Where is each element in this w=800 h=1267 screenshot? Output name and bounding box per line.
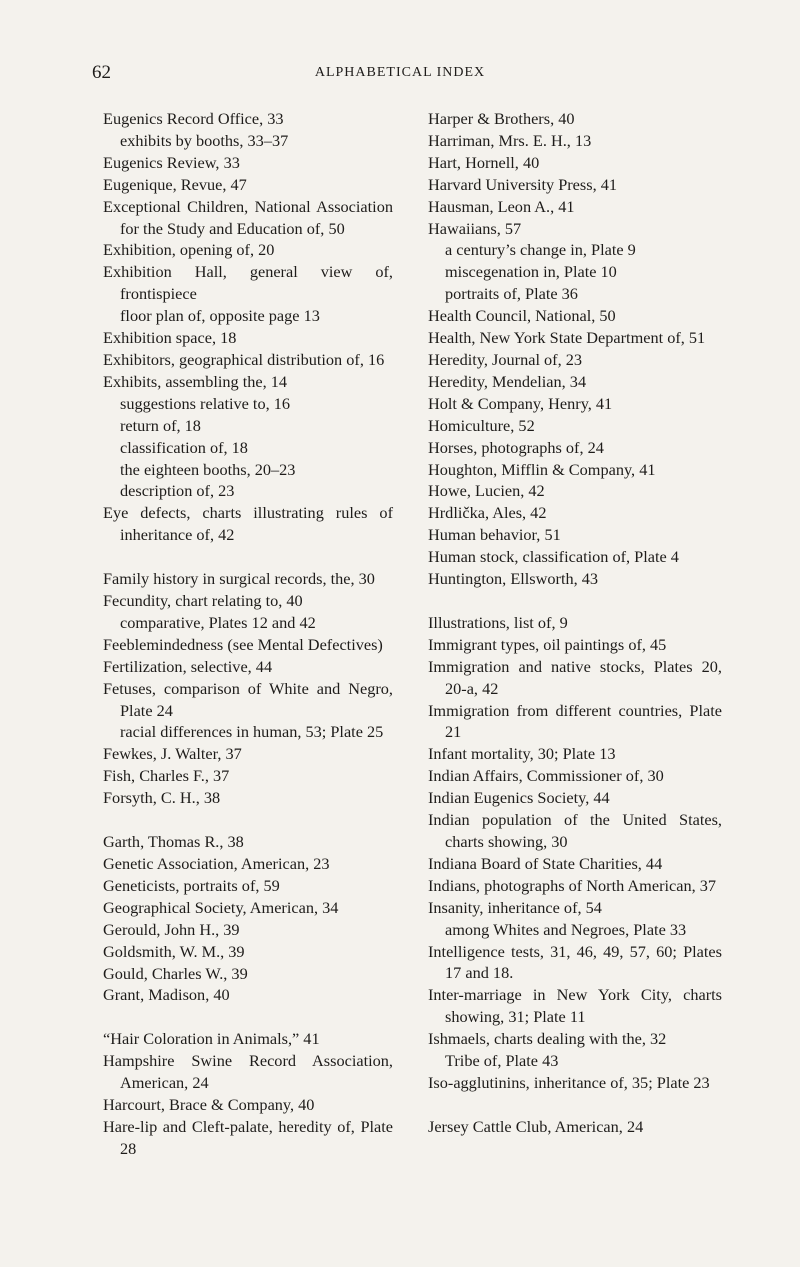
index-entry: Fecundity, chart relating to, 40	[103, 591, 303, 611]
index-entry: Exhibition, opening of, 20	[103, 240, 275, 260]
index-entry: Exhibition Hall, general view of, frontispiece	[103, 262, 393, 304]
index-entry: Immigration from different countries, Plate 21	[428, 700, 722, 742]
index-entry: Eugenique, Revue, 47	[103, 174, 247, 194]
index-entry: Human stock, classification of, Plate 4	[428, 547, 679, 567]
index-entry: Immigrant types, oil paintings of, 45	[428, 634, 667, 654]
index-entry: Insanity, inheritance of, 54	[428, 897, 602, 917]
index-entry: Exceptional Children, National Association for the Study and Education of, 50	[103, 196, 393, 238]
index-entry: Ishmaels, charts dealing with the, 32	[428, 1029, 667, 1049]
index-subentry: exhibits by booths, 33–37	[120, 130, 289, 150]
index-entry: Hampshire Swine Record Association, American, 24	[103, 1051, 393, 1093]
index-entry: Exhibition space, 18	[103, 328, 237, 348]
index-entry: Indians, photographs of North American, 37	[428, 875, 717, 895]
index-entry: Exhibits, assembling the, 14	[103, 371, 288, 391]
index-entry: Human behavior, 51	[428, 525, 561, 545]
index-entry: Hawaiians, 57	[428, 218, 522, 238]
index-entry: Inter-marriage in New York City, charts showing, 31; Plate 11	[428, 985, 722, 1027]
index-entry: Fish, Charles F., 37	[103, 766, 230, 786]
index-entry: Fertilization, selective, 44	[103, 656, 273, 676]
index-entry: Hart, Hornell, 40	[428, 152, 540, 172]
index-column-right	[428, 108, 722, 1138]
index-entry: Heredity, Mendelian, 34	[428, 371, 587, 391]
index-subentry: return of, 18	[120, 415, 201, 435]
index-entry: Geographical Society, American, 34	[103, 897, 339, 917]
page-header	[92, 62, 708, 86]
index-entry: Forsyth, C. H., 38	[103, 788, 221, 808]
index-entry: Hare-lip and Cleft-palate, heredity of, Plate 28	[103, 1116, 393, 1158]
index-entry: Eye defects, charts illustrating rules of inheritance of, 42	[103, 503, 393, 545]
index-entry: Heredity, Journal of, 23	[428, 349, 583, 369]
index-entry: Goldsmith, W. M., 39	[103, 941, 245, 961]
index-entry: Illustrations, list of, 9	[428, 612, 568, 632]
index-subentry: portraits of, Plate 36	[445, 284, 578, 304]
index-entry: Jersey Cattle Club, American, 24	[428, 1116, 644, 1136]
index-entry: Indian Affairs, Commissioner of, 30	[428, 766, 664, 786]
index-subentry: racial differences in human, 53; Plate 25	[120, 722, 384, 742]
index-entry: Fetuses, comparison of White and Negro, Plate 24	[103, 678, 393, 720]
index-column-left	[103, 108, 393, 1160]
index-entry: Genetic Association, American, 23	[103, 854, 330, 873]
index-entry: Indian Eugenics Society, 44	[428, 788, 610, 808]
index-entry: Hausman, Leon A., 41	[428, 196, 575, 216]
index-entry: Eugenics Review, 33	[103, 152, 240, 172]
index-entry: Horses, photographs of, 24	[428, 437, 604, 457]
index-entry: Eugenics Record Office, 33	[103, 109, 284, 128]
index-entry: Indian population of the United States, charts showing, 30	[428, 810, 722, 851]
index-subentry: the eighteen booths, 20–23	[120, 459, 296, 479]
index-entry: Harvard University Press, 41	[428, 174, 618, 194]
index-entry: Health, New York State Department of, 51	[428, 328, 706, 348]
index-entry: Exhibitors, geographical distribution of, 16	[103, 349, 385, 369]
index-subentry: classification of, 18	[120, 437, 248, 457]
index-entry: Howe, Lucien, 42	[428, 481, 545, 501]
index-subentry: among Whites and Negroes, Plate 33	[445, 919, 687, 939]
index-entry: Health Council, National, 50	[428, 306, 616, 326]
index-entry: Hrdlička, Ales, 42	[428, 503, 547, 523]
index-entry: Gerould, John H., 39	[103, 919, 240, 939]
index-entry: Holt & Company, Henry, 41	[428, 393, 613, 413]
index-entry: Grant, Madison, 40	[103, 985, 230, 1005]
index-subentry: a century’s change in, Plate 9	[445, 240, 636, 260]
index-subentry: comparative, Plates 12 and 42	[120, 612, 316, 632]
index-entry: Indiana Board of State Charities, 44	[428, 853, 663, 873]
index-entry: Feeblemindedness (see Mental Defectives)	[103, 634, 383, 654]
index-entry: Garth, Thomas R., 38	[103, 832, 244, 852]
index-subentry: Tribe of, Plate 43	[445, 1051, 559, 1071]
index-entry: Harper & Brothers, 40	[428, 109, 575, 128]
index-entry: Huntington, Ellsworth, 43	[428, 569, 599, 589]
running-title: ALPHABETICAL INDEX	[314, 65, 486, 80]
index-entry: Immigration and native stocks, Plates 20, 20-a, 42	[428, 656, 722, 698]
index-subentry: floor plan of, opposite page 13	[120, 306, 320, 326]
index-entry: Family history in surgical records, the, 30	[103, 569, 375, 589]
index-entry: Iso-agglutinins, inheritance of, 35; Plate 23	[428, 1072, 710, 1092]
index-entry: Gould, Charles W., 39	[103, 963, 248, 983]
index-entry: Intelligence tests, 31, 46, 49, 57, 60; Plates 17 and 18.	[428, 941, 722, 983]
index-entry: Houghton, Mifflin & Company, 41	[428, 459, 656, 479]
index-entry: Homiculture, 52	[428, 415, 535, 435]
index-entry: Infant mortality, 30; Plate 13	[428, 744, 616, 764]
index-entry: Fewkes, J. Walter, 37	[103, 744, 242, 764]
index-subentry: suggestions relative to, 16	[120, 393, 291, 413]
index-entry: Harcourt, Brace & Company, 40	[103, 1095, 315, 1115]
index-subentry: description of, 23	[120, 481, 235, 501]
index-entry: “Hair Coloration in Animals,” 41	[103, 1029, 320, 1049]
page-number: 62	[92, 62, 111, 83]
index-subentry: miscegenation in, Plate 10	[445, 262, 617, 282]
index-entry: Geneticists, portraits of, 59	[103, 875, 280, 895]
index-entry: Harriman, Mrs. E. H., 13	[428, 130, 592, 150]
